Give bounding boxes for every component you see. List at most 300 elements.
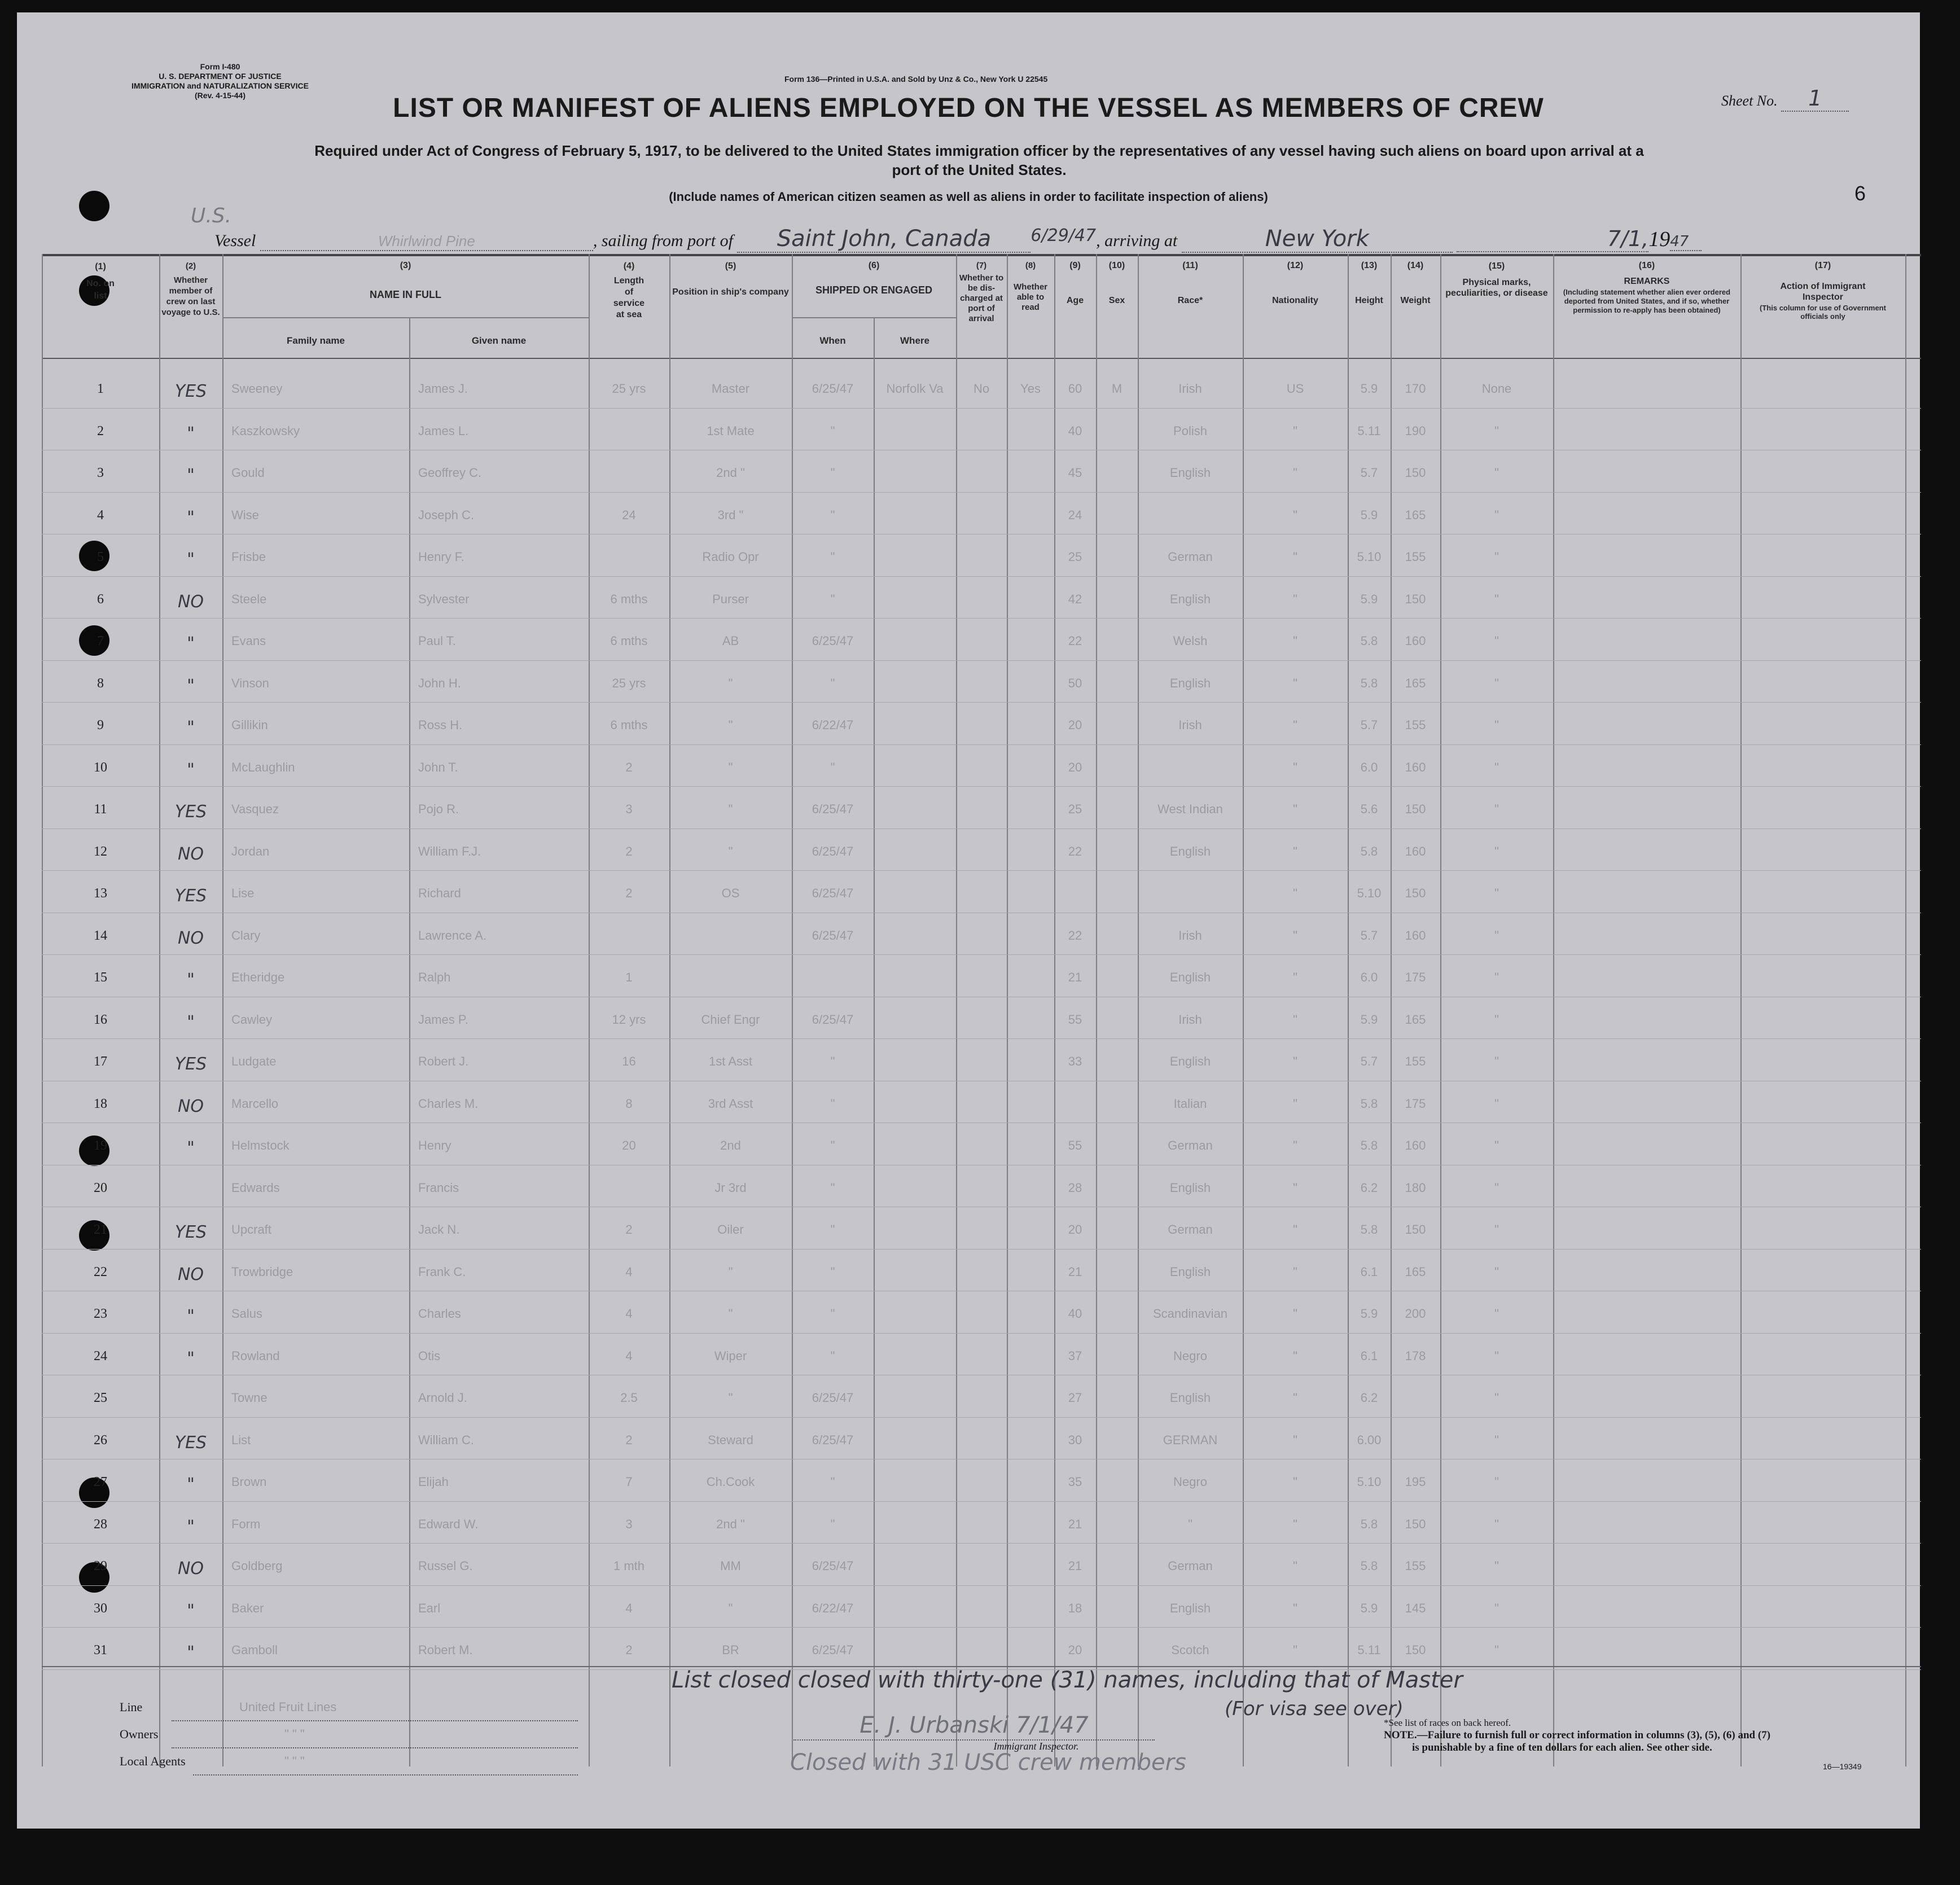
race-cell: English: [1169, 1601, 1211, 1615]
race-cell: Irish: [1178, 1012, 1202, 1027]
row-number: 19: [94, 1138, 107, 1153]
family-name-cell: Gamboll: [231, 1643, 278, 1657]
race-cell: English: [1169, 1391, 1211, 1405]
given-name-cell: Henry: [418, 1138, 451, 1152]
physical-marks-cell: ": [1494, 1348, 1499, 1363]
inspector-signature: E. J. Urbanski 7/1/47: [793, 1712, 1155, 1741]
shipped-when-cell: ": [830, 1516, 835, 1531]
weight-cell: 180: [1405, 1180, 1426, 1195]
family-name-cell: Vasquez: [231, 802, 279, 816]
nationality-cell: ": [1293, 1432, 1297, 1447]
position-cell: Master: [711, 382, 750, 396]
row-number: 20: [94, 1180, 107, 1195]
physical-marks-cell: ": [1494, 1222, 1499, 1237]
given-name-cell: Francis: [418, 1180, 459, 1195]
shipped-when-cell: 6/25/47: [812, 844, 854, 858]
sailing-date: 6/29/47: [1031, 226, 1097, 246]
nationality-cell: US: [1286, 382, 1304, 396]
physical-marks-cell: None: [1481, 382, 1512, 396]
family-name-cell: Evans: [231, 634, 266, 648]
given-name-cell: William C.: [418, 1432, 474, 1447]
service-length-cell: 4: [625, 1601, 633, 1615]
service-length-cell: 2.5: [620, 1391, 638, 1405]
race-cell: Polish: [1173, 423, 1207, 438]
shipped-when-cell: 6/25/47: [812, 634, 854, 648]
shipped-when-cell: ": [830, 1138, 835, 1152]
physical-marks-cell: ": [1494, 507, 1499, 522]
row-divider: [42, 1501, 1921, 1502]
prev-voyage-cell: ": [187, 1307, 195, 1326]
prev-voyage-cell: ": [187, 1601, 195, 1621]
discharged-cell: No: [973, 382, 990, 396]
nationality-cell: ": [1293, 886, 1297, 900]
family-name-cell: Upcraft: [231, 1222, 271, 1237]
given-name-cell: Richard: [418, 886, 461, 900]
physical-marks-cell: ": [1494, 1307, 1499, 1321]
col-3-number: (3): [400, 261, 411, 270]
row-divider: [42, 492, 1921, 493]
age-cell: 27: [1068, 1391, 1082, 1405]
service-length-cell: 2: [625, 1222, 633, 1237]
nationality-cell: ": [1293, 1138, 1297, 1152]
prev-voyage-cell: NO: [177, 591, 204, 612]
family-name-cell: Wise: [231, 507, 259, 522]
family-name-cell: Trowbridge: [231, 1264, 293, 1279]
revision: (Rev. 4-15-44): [194, 91, 245, 100]
given-name-cell: Lawrence A.: [418, 928, 487, 942]
race-cell: English: [1169, 676, 1211, 690]
nationality-cell: ": [1293, 1348, 1297, 1363]
row-number: 30: [94, 1601, 107, 1616]
col-16-header: REMARKS: [1624, 277, 1670, 286]
height-cell: 5.10: [1357, 550, 1382, 564]
form-code: 16—19349: [1823, 1762, 1862, 1771]
service-length-cell: 2: [625, 760, 633, 774]
row-number: 13: [94, 886, 107, 901]
prev-voyage-cell: ": [187, 550, 195, 569]
prev-voyage-cell: ": [187, 970, 195, 990]
row-divider: [42, 1333, 1921, 1334]
row-divider: [42, 786, 1921, 787]
row-divider: [42, 408, 1921, 409]
weight-cell: 165: [1405, 1012, 1426, 1027]
service-length-cell: 6 mths: [610, 591, 648, 606]
shipped-when-cell: ": [830, 1475, 835, 1489]
weight-cell: 165: [1405, 1264, 1426, 1279]
given-name-cell: Pojo R.: [418, 802, 459, 816]
us-mark: U.S.: [191, 204, 232, 227]
row-divider: [42, 1585, 1921, 1586]
height-cell: 5.6: [1360, 802, 1378, 816]
nationality-cell: ": [1293, 844, 1297, 858]
given-name-cell: Russel G.: [418, 1559, 473, 1573]
row-number: 17: [94, 1054, 107, 1069]
height-cell: 5.8: [1360, 1559, 1378, 1573]
height-cell: 5.10: [1357, 1475, 1382, 1489]
race-cell: Irish: [1178, 382, 1202, 396]
race-cell: Negro: [1173, 1475, 1207, 1489]
nationality-cell: ": [1293, 1475, 1297, 1489]
family-name-cell: Salus: [231, 1307, 263, 1321]
nationality-cell: ": [1293, 550, 1297, 564]
row-number: 14: [94, 928, 107, 943]
physical-marks-cell: ": [1494, 1391, 1499, 1405]
row-divider: [42, 1627, 1921, 1628]
age-cell: 25: [1068, 550, 1082, 564]
row-number: 1: [97, 382, 104, 396]
arrival-date: 7/1,: [1457, 226, 1648, 252]
family-name-cell: Lise: [231, 886, 255, 900]
family-name-cell: Helmstock: [231, 1138, 290, 1152]
row-number: 29: [94, 1559, 107, 1573]
row-number: 3: [97, 466, 104, 480]
prev-voyage-cell: ": [187, 718, 195, 738]
age-cell: 40: [1068, 1307, 1082, 1321]
physical-marks-cell: ": [1494, 1643, 1499, 1657]
given-name-cell: Edward W.: [418, 1516, 479, 1531]
race-cell: English: [1169, 844, 1211, 858]
nationality-cell: ": [1293, 1222, 1297, 1237]
weight-cell: 190: [1405, 423, 1426, 438]
given-name-cell: James J.: [418, 382, 468, 396]
col-3b-header: Given name: [471, 335, 527, 346]
col-13-number: (13): [1361, 261, 1378, 270]
weight-cell: 165: [1405, 507, 1426, 522]
col-17-header: Action of Immigrant Inspector: [1780, 282, 1866, 302]
col-8-header: Whether able to read: [1014, 282, 1047, 312]
weight-cell: 160: [1405, 928, 1426, 942]
family-name-cell: Cawley: [231, 1012, 273, 1027]
col-4-number: (4): [623, 261, 635, 271]
race-cell: German: [1168, 1222, 1213, 1237]
prev-voyage-cell: ": [187, 1012, 195, 1032]
form-number: Form I-480: [200, 62, 240, 71]
position-cell: ": [728, 718, 733, 732]
row-number: 18: [94, 1096, 107, 1111]
given-name-cell: Ralph: [418, 970, 451, 984]
fine-note-2: is punishable by a fine of ten dollars for each alien. See other side.: [1412, 1742, 1712, 1754]
shipped-when-cell: ": [830, 550, 835, 564]
family-name-cell: Marcello: [231, 1096, 279, 1111]
physical-marks-cell: ": [1494, 466, 1499, 480]
position-cell: 2nd ": [716, 1516, 745, 1531]
given-name-cell: Robert J.: [418, 1054, 469, 1068]
nationality-cell: ": [1293, 1391, 1297, 1405]
physical-marks-cell: ": [1494, 1475, 1499, 1489]
family-name-cell: Towne: [231, 1391, 268, 1405]
height-cell: 5.8: [1360, 1222, 1378, 1237]
col-6a-header: When: [819, 335, 846, 346]
position-cell: ": [728, 1391, 733, 1405]
age-cell: 22: [1068, 634, 1082, 648]
height-cell: 6.2: [1360, 1180, 1378, 1195]
owners-value: " " ": [172, 1721, 578, 1748]
col-14-number: (14): [1407, 261, 1424, 270]
row-number: 26: [94, 1432, 107, 1448]
age-cell: 50: [1068, 676, 1082, 690]
service-length-cell: 16: [622, 1054, 636, 1068]
physical-marks-cell: ": [1494, 1096, 1499, 1111]
height-cell: 6.00: [1357, 1432, 1382, 1447]
shipped-when-cell: 6/22/47: [812, 718, 854, 732]
service-length-cell: 4: [625, 1307, 633, 1321]
col-7-header: Whether to be dis-charged at port of arrival: [959, 273, 1004, 323]
agents-value: " " ": [193, 1748, 578, 1776]
col-11-header: Race*: [1177, 296, 1203, 305]
nationality-cell: ": [1293, 676, 1297, 690]
col-15-header: Physical marks, peculiarities, or disease: [1445, 278, 1548, 298]
row-number: 6: [97, 591, 104, 607]
col-10-header: Sex: [1108, 296, 1125, 305]
age-cell: 40: [1068, 423, 1082, 438]
shipped-when-cell: ": [830, 1096, 835, 1111]
col-2-number: (2): [185, 261, 196, 271]
height-cell: 5.7: [1360, 928, 1378, 942]
physical-marks-cell: ": [1494, 1180, 1499, 1195]
position-cell: ": [728, 760, 733, 774]
position-cell: ": [728, 844, 733, 858]
service-length-cell: 25 yrs: [612, 676, 646, 690]
family-name-cell: Clary: [231, 928, 261, 942]
service-length-cell: 2: [625, 844, 633, 858]
prev-voyage-cell: NO: [177, 1264, 204, 1285]
height-cell: 6.2: [1360, 1391, 1378, 1405]
col-12-header: Nationality: [1272, 296, 1318, 305]
shipped-when-cell: ": [830, 1054, 835, 1068]
weight-cell: 160: [1405, 634, 1426, 648]
prev-voyage-cell: ": [187, 676, 195, 696]
position-cell: MM: [720, 1559, 741, 1573]
weight-cell: 150: [1405, 802, 1426, 816]
col-16-subheader: (Including statement whether alien ever ordered deported from United States, and if so, whether permission to re-apply has been obtained): [1563, 288, 1731, 314]
given-name-cell: Charles: [418, 1307, 461, 1321]
age-cell: 20: [1068, 760, 1082, 774]
races-note: *See list of races on back hereof.: [1384, 1717, 1511, 1728]
row-number: 31: [94, 1643, 107, 1658]
position-cell: ": [728, 1307, 733, 1321]
height-cell: 5.8: [1360, 1096, 1378, 1111]
col-11-number: (11): [1182, 261, 1198, 270]
height-cell: 5.8: [1360, 1516, 1378, 1531]
age-cell: 37: [1068, 1348, 1082, 1363]
service-length-cell: 3: [625, 1516, 633, 1531]
weight-cell: 150: [1405, 1516, 1426, 1531]
nationality-cell: ": [1293, 1643, 1297, 1657]
physical-marks-cell: ": [1494, 1559, 1499, 1573]
shipped-when-cell: 6/25/47: [812, 382, 854, 396]
position-cell: BR: [722, 1643, 739, 1657]
nationality-cell: ": [1293, 1096, 1297, 1111]
weight-cell: 150: [1405, 591, 1426, 606]
age-cell: 20: [1068, 1222, 1082, 1237]
given-name-cell: William F.J.: [418, 844, 481, 858]
shipped-when-cell: ": [830, 1348, 835, 1363]
prev-voyage-cell: ": [187, 634, 195, 654]
prev-voyage-cell: YES: [174, 1054, 207, 1074]
weight-cell: 175: [1405, 1096, 1426, 1111]
height-cell: 5.10: [1357, 886, 1382, 900]
position-cell: ": [728, 802, 733, 816]
age-cell: 18: [1068, 1601, 1082, 1615]
sheet-number: 1: [1781, 86, 1849, 112]
row-divider: [42, 870, 1921, 871]
age-cell: 45: [1068, 466, 1082, 480]
line-label: Line: [120, 1700, 143, 1714]
age-cell: 33: [1068, 1054, 1082, 1068]
printer-line: Form 136—Printed in U.S.A. and Sold by Unz & Co., New York U 22545: [784, 74, 1048, 84]
col-3-header: NAME IN FULL: [370, 289, 441, 300]
row-number: 2: [97, 423, 104, 439]
physical-marks-cell: ": [1494, 886, 1499, 900]
weight-cell: 150: [1405, 466, 1426, 480]
row-number: 4: [97, 507, 104, 523]
col-6-header: SHIPPED OR ENGAGED: [815, 284, 933, 296]
nationality-cell: ": [1293, 591, 1297, 606]
service-length-cell: 3: [625, 802, 633, 816]
weight-cell: 178: [1405, 1348, 1426, 1363]
family-name-cell: McLaughlin: [231, 760, 295, 774]
shipped-when-cell: ": [830, 1307, 835, 1321]
nationality-cell: ": [1293, 760, 1297, 774]
sailing-port: Saint John, Canada: [737, 226, 1031, 253]
prev-voyage-cell: ": [187, 1643, 195, 1663]
row-number: 16: [94, 1012, 107, 1027]
nationality-cell: ": [1293, 1601, 1297, 1615]
col-7-number: (7): [976, 261, 987, 270]
family-name-cell: Steele: [231, 591, 267, 606]
height-cell: 5.8: [1360, 676, 1378, 690]
family-name-cell: Sweeney: [231, 382, 283, 396]
prev-voyage-cell: NO: [177, 1096, 204, 1116]
physical-marks-cell: ": [1494, 591, 1499, 606]
nationality-cell: ": [1293, 1516, 1297, 1531]
nationality-cell: ": [1293, 634, 1297, 648]
height-cell: 5.9: [1360, 1012, 1378, 1027]
race-cell: Welsh: [1173, 634, 1208, 648]
race-cell: ": [1188, 1516, 1192, 1531]
service-length-cell: 4: [625, 1348, 633, 1363]
nationality-cell: ": [1293, 928, 1297, 942]
row-number: 27: [94, 1475, 107, 1489]
position-cell: Jr 3rd: [714, 1180, 747, 1195]
nationality-cell: ": [1293, 1264, 1297, 1279]
row-number: 25: [94, 1391, 107, 1405]
given-name-cell: Geoffrey C.: [418, 466, 482, 480]
prev-voyage-cell: YES: [174, 1432, 207, 1453]
weight-cell: 160: [1405, 1138, 1426, 1152]
given-name-cell: Charles M.: [418, 1096, 479, 1111]
row-number: 7: [97, 634, 104, 648]
age-cell: 55: [1068, 1138, 1082, 1152]
given-name-cell: Frank C.: [418, 1264, 466, 1279]
shipped-when-cell: 6/25/47: [812, 1391, 854, 1405]
age-cell: 22: [1068, 844, 1082, 858]
family-name-cell: Kaszkowsky: [231, 423, 300, 438]
race-cell: English: [1169, 466, 1211, 480]
race-cell: West Indian: [1157, 802, 1223, 816]
weight-cell: 155: [1405, 718, 1426, 732]
physical-marks-cell: ": [1494, 1012, 1499, 1027]
service-length-cell: 25 yrs: [612, 382, 646, 396]
col-8-number: (8): [1025, 261, 1036, 270]
given-name-cell: Otis: [418, 1348, 441, 1363]
family-name-cell: Vinson: [231, 676, 269, 690]
race-cell: English: [1169, 970, 1211, 984]
owners-label: Owners: [120, 1727, 159, 1741]
row-divider: [42, 744, 1921, 745]
position-cell: 1st Mate: [707, 423, 755, 438]
prev-voyage-cell: NO: [177, 928, 204, 948]
age-cell: 60: [1068, 382, 1082, 396]
position-cell: ": [728, 1264, 733, 1279]
row-divider: [42, 954, 1921, 955]
race-cell: English: [1169, 591, 1211, 606]
vessel-name: Whirlwind Pine: [260, 233, 593, 251]
prev-voyage-cell: ": [187, 466, 195, 485]
physical-marks-cell: ": [1494, 550, 1499, 564]
nationality-cell: ": [1293, 1180, 1297, 1195]
position-cell: ": [728, 676, 733, 690]
family-name-cell: Brown: [231, 1475, 267, 1489]
age-cell: 21: [1068, 970, 1082, 984]
physical-marks-cell: ": [1494, 1432, 1499, 1447]
weight-cell: 175: [1405, 970, 1426, 984]
nationality-cell: ": [1293, 1559, 1297, 1573]
col-3a-header: Family name: [287, 335, 345, 346]
row-number: 11: [94, 802, 107, 817]
col-12-number: (12): [1287, 261, 1304, 270]
position-cell: Steward: [708, 1432, 753, 1447]
physical-marks-cell: ": [1494, 1264, 1499, 1279]
side-number: 6: [1854, 182, 1866, 205]
row-divider: [42, 1417, 1921, 1418]
row-number: 23: [94, 1307, 107, 1321]
weight-cell: 155: [1405, 1559, 1426, 1573]
row-divider: [42, 828, 1921, 829]
row-divider: [42, 1038, 1921, 1039]
position-cell: Wiper: [714, 1348, 747, 1363]
physical-marks-cell: ": [1494, 1601, 1499, 1615]
service-length-cell: 12 yrs: [612, 1012, 646, 1027]
given-name-cell: Arnold J.: [418, 1391, 467, 1405]
weight-cell: 200: [1405, 1307, 1426, 1321]
col-6b-header: Where: [900, 335, 929, 346]
given-name-cell: Earl: [418, 1601, 441, 1615]
row-number: 28: [94, 1516, 107, 1532]
nationality-cell: ": [1293, 1307, 1297, 1321]
position-cell: Ch.Cook: [706, 1475, 755, 1489]
family-name-cell: Etheridge: [231, 970, 285, 984]
fine-note-1: NOTE.—Failure to furnish full or correct information in columns (3), (5), (6) and (7): [1384, 1729, 1771, 1741]
nationality-cell: ": [1293, 970, 1297, 984]
nationality-cell: ": [1293, 802, 1297, 816]
prev-voyage-cell: YES: [174, 1222, 207, 1242]
position-cell: Chief Engr: [701, 1012, 760, 1027]
closed-note: Closed with 31 USC crew members: [790, 1750, 1186, 1776]
col-5-header: Position in ship's company: [672, 287, 789, 297]
family-name-cell: Goldberg: [231, 1559, 283, 1573]
shipped-when-cell: ": [830, 1222, 835, 1237]
height-cell: 5.7: [1360, 1054, 1378, 1068]
race-cell: English: [1169, 1054, 1211, 1068]
physical-marks-cell: ": [1494, 1138, 1499, 1152]
nationality-cell: ": [1293, 718, 1297, 732]
family-name-cell: Jordan: [231, 844, 270, 858]
row-number: 10: [94, 760, 107, 775]
row-divider: [42, 576, 1921, 577]
agents-label: Local Agents: [120, 1754, 186, 1768]
shipped-when-cell: ": [830, 423, 835, 438]
